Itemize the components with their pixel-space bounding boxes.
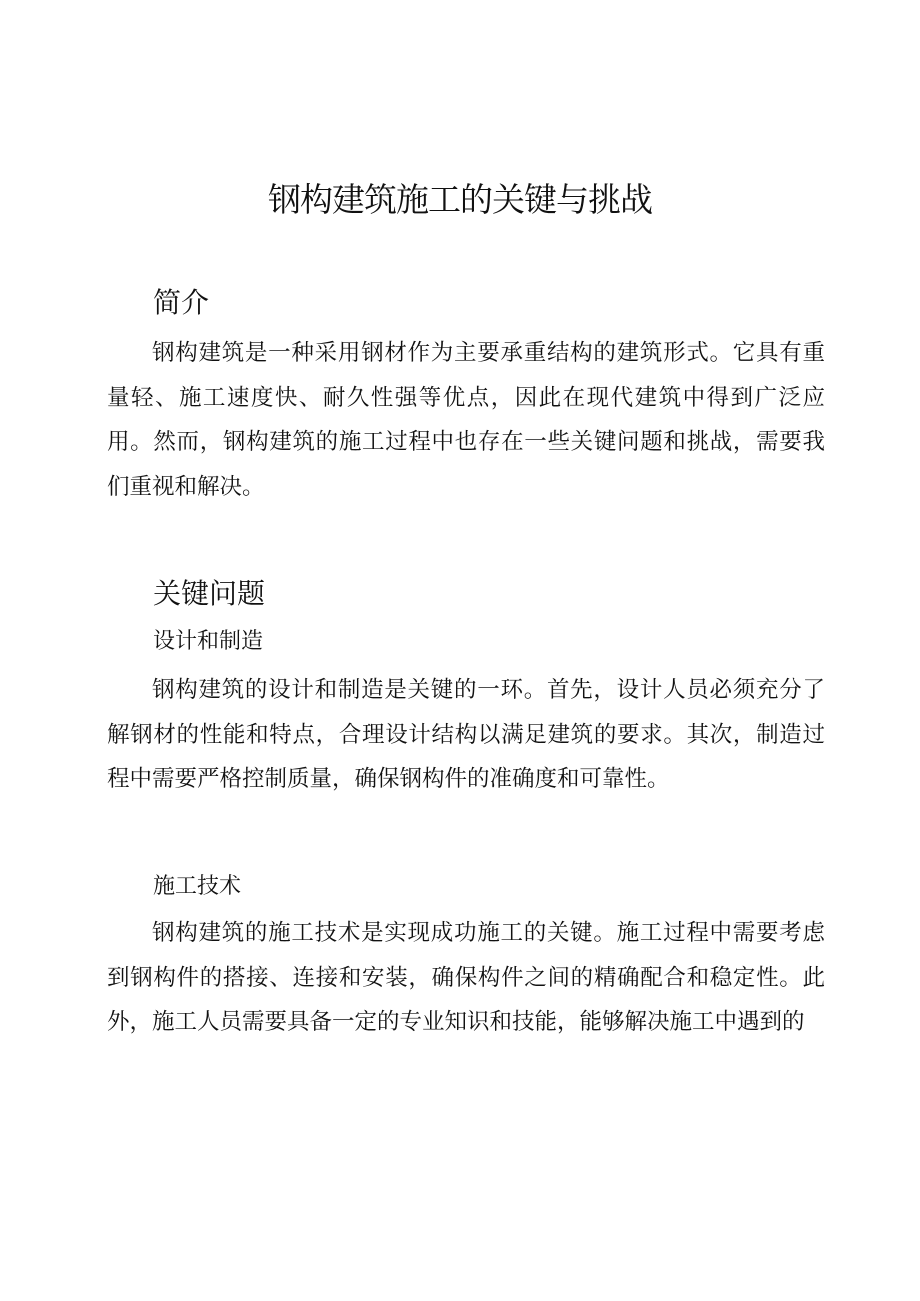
subsection-heading-design: 设计和制造 [153, 629, 264, 654]
subsection-heading-construction: 施工技术 [153, 874, 242, 899]
design-paragraph: 钢构建筑的设计和制造是关键的一环。首先，设计人员必须充分了解钢材的性能和特点，合理设计结构以满足建筑的要求。其次，制造过程中需要严格控制质量，确保钢构件的准确度和可靠性。 [107, 677, 825, 792]
section-heading-intro: 简介 [153, 286, 210, 319]
section-heading-key-issues: 关键问题 [153, 577, 266, 610]
document-title: 钢构建筑施工的关键与挑战 [268, 180, 652, 219]
construction-paragraph: 钢构建筑的施工技术是实现成功施工的关键。施工过程中需要考虑到钢构件的搭接、连接和安装，确保构件之间的精确配合和稳定性。此外，施工人员需要具备一定的专业知识和技能，能够解决施工中遇到的 [107, 920, 825, 1035]
intro-paragraph: 钢构建筑是一种采用钢材作为主要承重结构的建筑形式。它具有重量轻、施工速度快、耐久性强等优点，因此在现代建筑中得到广泛应用。然而，钢构建筑的施工过程中也存在一些关键问题和挑战，需要我们重视和解决。 [107, 340, 825, 500]
